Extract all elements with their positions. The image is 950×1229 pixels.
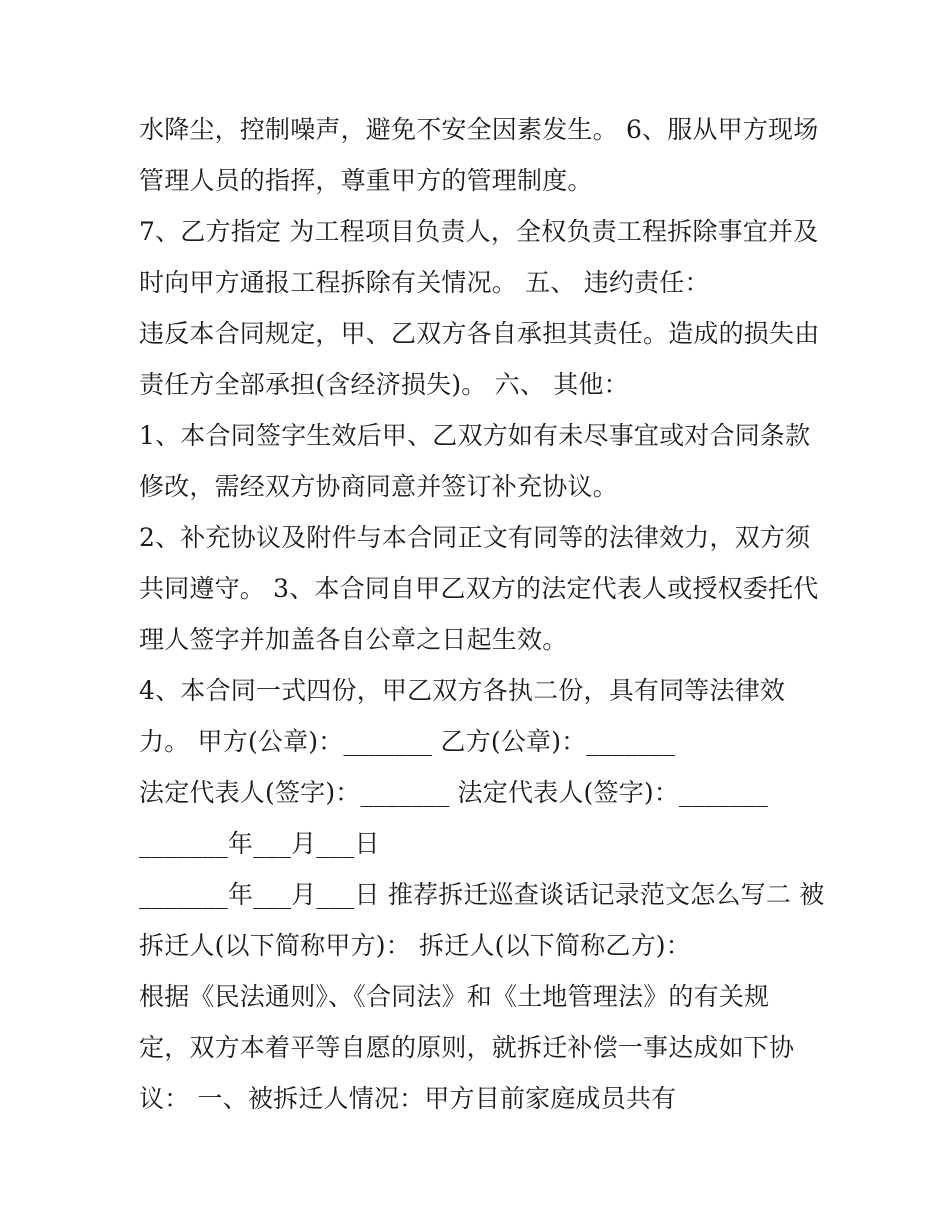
text-line: _______年___月___日 推荐拆迁巡查谈话记录范文怎么写二 被 bbox=[139, 880, 825, 909]
text-line: 议： 一、被拆迁人情况：甲方目前家庭成员共有 bbox=[139, 1084, 677, 1113]
text-line: 违反本合同规定，甲、乙双方各自承担其责任。造成的损失由 bbox=[139, 319, 820, 348]
text-line: 水降尘，控制噪声，避免不安全因素发生。 6、服从甲方现场 bbox=[139, 115, 819, 144]
text-line: 拆迁人(以下简称甲方)： 拆迁人(以下简称乙方)： bbox=[139, 931, 691, 960]
text-line: 定，双方本着平等自愿的原则，就拆迁补偿一事达成如下协 bbox=[139, 1033, 795, 1062]
text-line: 7、乙方指定 为工程项目负责人，全权负责工程拆除事宜并及 bbox=[139, 217, 819, 246]
text-line: _______年___月___日 bbox=[139, 829, 380, 858]
text-line: 理人签字并加盖各自公章之日起生效。 bbox=[139, 625, 568, 654]
text-line: 共同遵守。 3、本合同自甲乙双方的法定代表人或授权委托代 bbox=[139, 574, 819, 603]
text-line: 时向甲方通报工程拆除有关情况。 五、 违约责任： bbox=[139, 268, 710, 297]
text-line: 修改，需经双方协商同意并签订补充协议。 bbox=[139, 472, 618, 501]
text-line: 管理人员的指挥，尊重甲方的管理制度。 bbox=[139, 166, 593, 195]
text-line: 1、本合同签字生效后甲、乙双方如有未尽事宜或对合同条款 bbox=[139, 421, 811, 450]
text-line: 4、本合同一式四份，甲乙双方各执二份，具有同等法律效 bbox=[139, 676, 786, 705]
text-line: 责任方全部承担(含经济损失)。 六、 其他： bbox=[139, 370, 629, 399]
text-line: 2、补充协议及附件与本合同正文有同等的法律效力，双方须 bbox=[139, 523, 811, 552]
text-line: 力。 甲方(公章)：_______ 乙方(公章)：_______ bbox=[139, 727, 676, 756]
text-line: 根据《民法通则》、《合同法》和《土地管理法》的有关规 bbox=[139, 982, 770, 1011]
text-line: 法定代表人(签字)：_______ 法定代表人(签字)：_______ bbox=[139, 778, 768, 807]
